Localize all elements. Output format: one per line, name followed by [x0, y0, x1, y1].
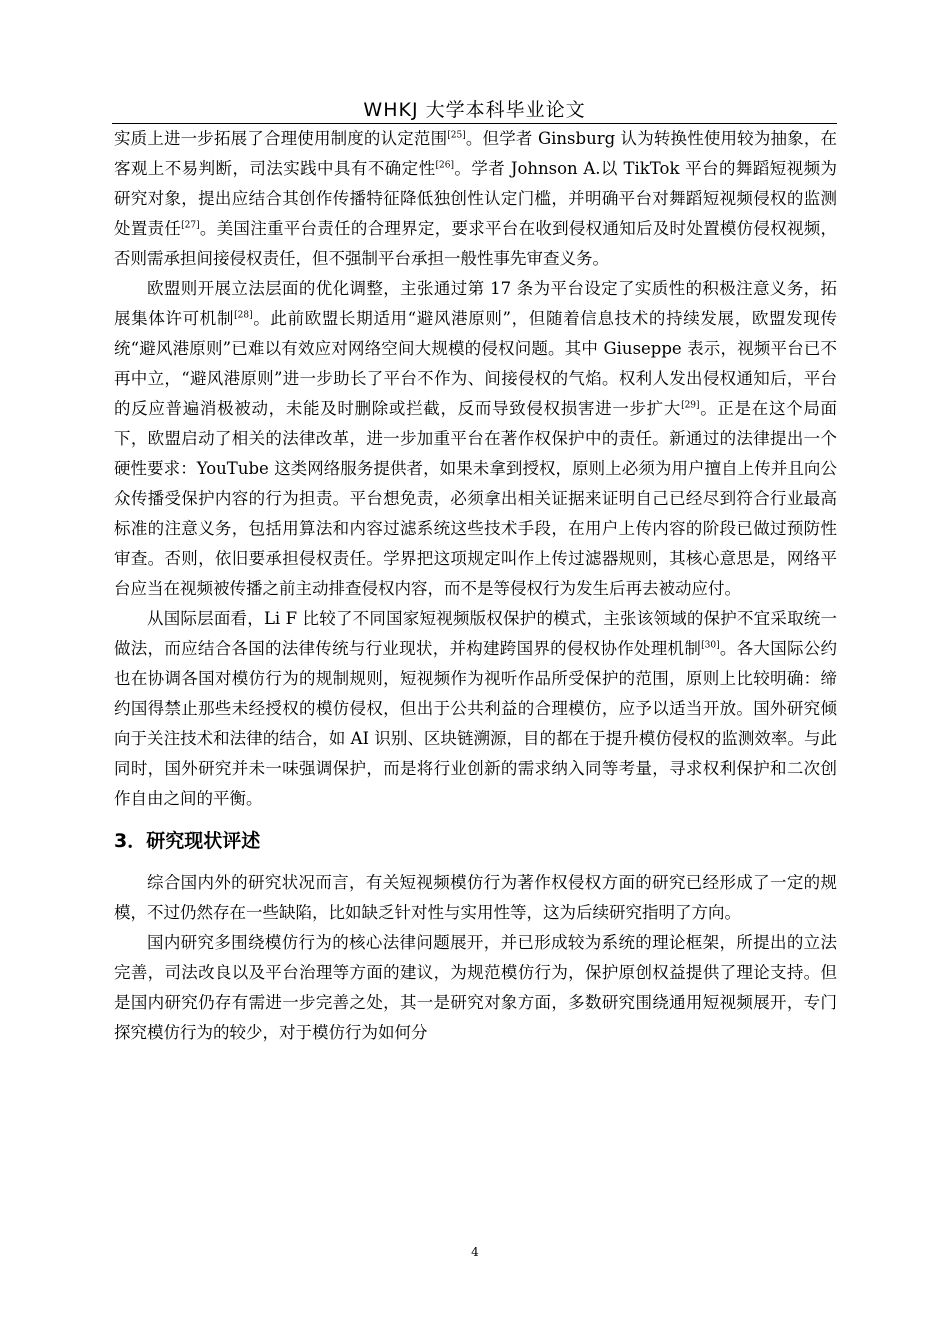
paragraph-eu-legislation [114, 274, 837, 604]
paragraph-review-summary: 综合国内外的研究状况而言，有关短视频模仿行为著作权侵权方面的研究已经形成了一定的规模，不过仍然存在一些缺陷，比如缺乏针对性与实用性等，这为后续研究指明了方向。 [114, 873, 837, 922]
paragraph-text: 。正是在这个局面下，欧盟启动了相关的法律改革，进一步加重平台在著作权保护中的责任。新通过的法律提出一个硬性要求：YouTube 这类网络服务提供者，如果未拿到授权，原则上必须为用户擅自上传并且向公众传播受保护内容的行为担责。平台想免责，必须拿出相关证据来证明自己已经尽到符合行业最高标准的注意义务，包括用算法和内容过滤系统这些技术手段，在用户上传内容的阶段已做过预防性审查。否则，依旧要承担侵权责任。学界把这项规定叫作上传过滤器规则，其核心意思是，网络平台应当在视频被传播之前主动排查侵权内容，而不是等侵权行为发生后再去被动应付。 [114, 399, 838, 598]
paragraph-us-platform-liability [114, 124, 837, 274]
paragraph-text: 从国际层面看，Li F 比较了不同国家短视频版权保护的模式，主张该领域的保护不宜采取统一做法，而应结合各国的法律传统与行业现状，并构建跨国界的侵权协作处理机制 [114, 609, 837, 658]
citation-ref: [25] [447, 130, 466, 141]
paragraph-text: 。此前欧盟长期适用“避风港原则”，但随着信息技术的持续发展，欧盟发现传统“避风港原则”已难以有效应对网络空间大规模的侵权问题。其中 Giuseppe 表示，视频平台已不再中立，“避风港原则”进一步助长了平台不作为、间接侵权的气焰。权利人发出侵权通知后，平台的反应普遍消极被动，未能及时删除或拦截，反而导致侵权损害进一步扩大 [114, 309, 837, 418]
paragraph-text: 。学者 Johnson A.以 TikTok 平台的舞蹈短视频为研究对象，提出应结合其创作传播特征降低独创性认定门槛，并明确平台对舞蹈短视频侵权的监测处置责任 [114, 159, 837, 238]
citation-ref: [27] [181, 220, 200, 231]
paragraph-international-level [114, 604, 837, 814]
page-header-title: WHKJ 大学本科毕业论文 [363, 99, 586, 121]
document-body [114, 124, 837, 1048]
paragraph-domestic-research: 国内研究多围绕模仿行为的核心法律问题展开，并已形成较为系统的理论框架，所提出的立法完善，司法改良以及平台治理等方面的建议，为规范模仿行为，保护原创权益提供了理论支持。但是国内研究仍存有需进一步完善之处，其一是研究对象方面，多数研究围绕通用短视频展开，专门探究模仿行为的较少，对于模仿行为如何分 [114, 933, 837, 1042]
paragraph-text: 。各大国际公约也在协调各国对模仿行为的规制规则，短视频作为视听作品所受保护的范围，原则上比较明确：缔约国得禁止那些未经授权的模仿侵权，但出于公共利益的合理模仿，应予以适当开放。国外研究倾向于关注技术和法律的结合，如 AI 识别、区块链溯源，目的都在于提升模仿侵权的监测效率。与此同时，国外研究并未一味强调保护，而是将行业创新的需求纳入同等考量，寻求权利保护和二次创作自由之间的平衡。 [114, 639, 838, 808]
citation-ref: [28] [234, 310, 253, 321]
paragraph-text: 。美国注重平台责任的合理界定，要求平台在收到侵权通知后及时处置模仿侵权视频，否则需承担间接侵权责任，但不强制平台承担一般性事先审查义务。 [114, 219, 838, 268]
citation-ref: [26] [435, 160, 454, 171]
section-heading-research-review: 3．研究现状评述 [114, 830, 261, 852]
page-number: 4 [471, 1245, 479, 1259]
citation-ref: [29] [681, 400, 700, 411]
paragraph-text: 实质上进一步拓展了合理使用制度的认定范围 [114, 129, 448, 148]
citation-ref: [30] [701, 640, 720, 651]
paragraph-text: 。但学者 Ginsburg 认为转换性使用较为抽象，在客观上不易判断，司法实践中具有不确定性 [114, 129, 837, 178]
paragraph-text: 欧盟则开展立法层面的优化调整，主张通过第 17 条为平台设定了实质性的积极注意义务，拓展集体许可机制 [114, 279, 837, 328]
